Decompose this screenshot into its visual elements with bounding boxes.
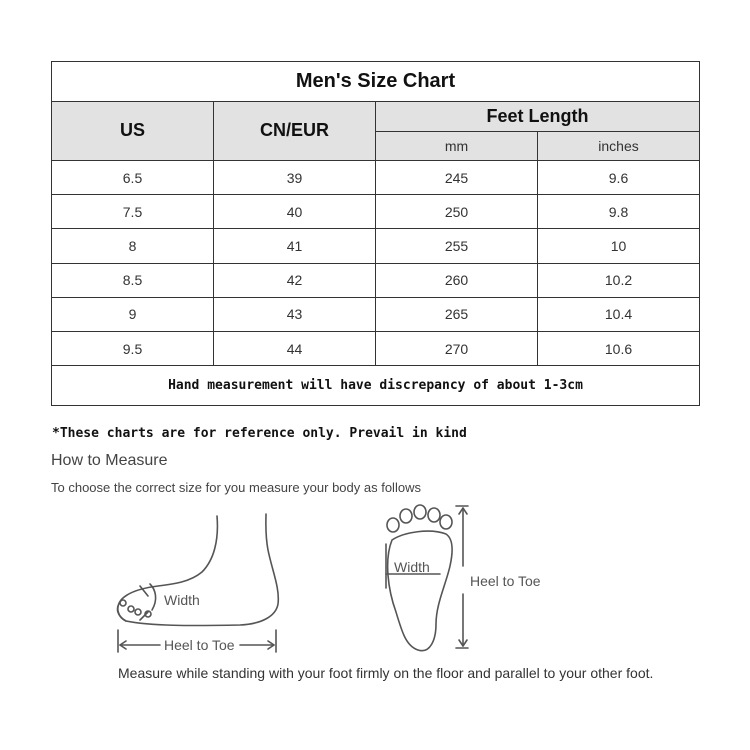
measurement-note: Hand measurement will have discrepancy of about 1-3cm bbox=[52, 366, 700, 406]
cell-inches: 9.8 bbox=[538, 195, 700, 229]
table-row bbox=[52, 195, 700, 229]
table-row bbox=[52, 229, 700, 263]
how-to-measure-subtitle: To choose the correct size for you measure your body as follows bbox=[51, 480, 421, 495]
cell-cn-eur: 39 bbox=[214, 160, 376, 194]
size-chart-table bbox=[51, 61, 700, 406]
cell-us: 8.5 bbox=[52, 263, 214, 297]
header-feet-length: Feet Length bbox=[376, 101, 700, 132]
cell-cn-eur: 42 bbox=[214, 263, 376, 297]
cell-mm: 250 bbox=[376, 195, 538, 229]
cell-mm: 260 bbox=[376, 263, 538, 297]
foot-measure-illustration bbox=[0, 500, 750, 670]
header-inches: inches bbox=[538, 132, 700, 161]
how-to-measure-title: How to Measure bbox=[51, 452, 168, 469]
note-row bbox=[52, 366, 700, 406]
cell-inches: 10.2 bbox=[538, 263, 700, 297]
cell-us: 6.5 bbox=[52, 160, 214, 194]
title-row bbox=[52, 62, 700, 102]
chart-title: Men's Size Chart bbox=[52, 62, 700, 102]
table-row bbox=[52, 297, 700, 331]
side-width-label: Width bbox=[164, 592, 200, 608]
table-row bbox=[52, 263, 700, 297]
cell-cn-eur: 43 bbox=[214, 297, 376, 331]
top-length-arrow bbox=[456, 506, 468, 648]
cell-us: 9.5 bbox=[52, 331, 214, 365]
cell-cn-eur: 41 bbox=[214, 229, 376, 263]
cell-inches: 10.4 bbox=[538, 297, 700, 331]
cell-mm: 255 bbox=[376, 229, 538, 263]
top-foot-icon bbox=[387, 505, 452, 651]
top-length-label: Heel to Toe bbox=[470, 573, 541, 589]
cell-inches: 10.6 bbox=[538, 331, 700, 365]
measure-instruction: Measure while standing with your foot firmly on the floor and parallel to your other foot. bbox=[118, 665, 654, 681]
cell-cn-eur: 40 bbox=[214, 195, 376, 229]
header-row bbox=[52, 101, 700, 132]
header-cn-eur: CN/EUR bbox=[214, 101, 376, 160]
header-mm: mm bbox=[376, 132, 538, 161]
table-row bbox=[52, 160, 700, 194]
side-foot-icon bbox=[117, 514, 278, 626]
cell-inches: 10 bbox=[538, 229, 700, 263]
header-us: US bbox=[52, 101, 214, 160]
cell-us: 7.5 bbox=[52, 195, 214, 229]
cell-mm: 265 bbox=[376, 297, 538, 331]
cell-us: 9 bbox=[52, 297, 214, 331]
cell-mm: 270 bbox=[376, 331, 538, 365]
cell-inches: 9.6 bbox=[538, 160, 700, 194]
side-length-label: Heel to Toe bbox=[164, 637, 235, 653]
cell-cn-eur: 44 bbox=[214, 331, 376, 365]
cell-us: 8 bbox=[52, 229, 214, 263]
cell-mm: 245 bbox=[376, 160, 538, 194]
side-width-marker bbox=[140, 586, 148, 620]
top-width-label: Width bbox=[394, 559, 430, 575]
table-row bbox=[52, 331, 700, 365]
reference-note: *These charts are for reference only. Prevail in kind bbox=[52, 426, 467, 441]
